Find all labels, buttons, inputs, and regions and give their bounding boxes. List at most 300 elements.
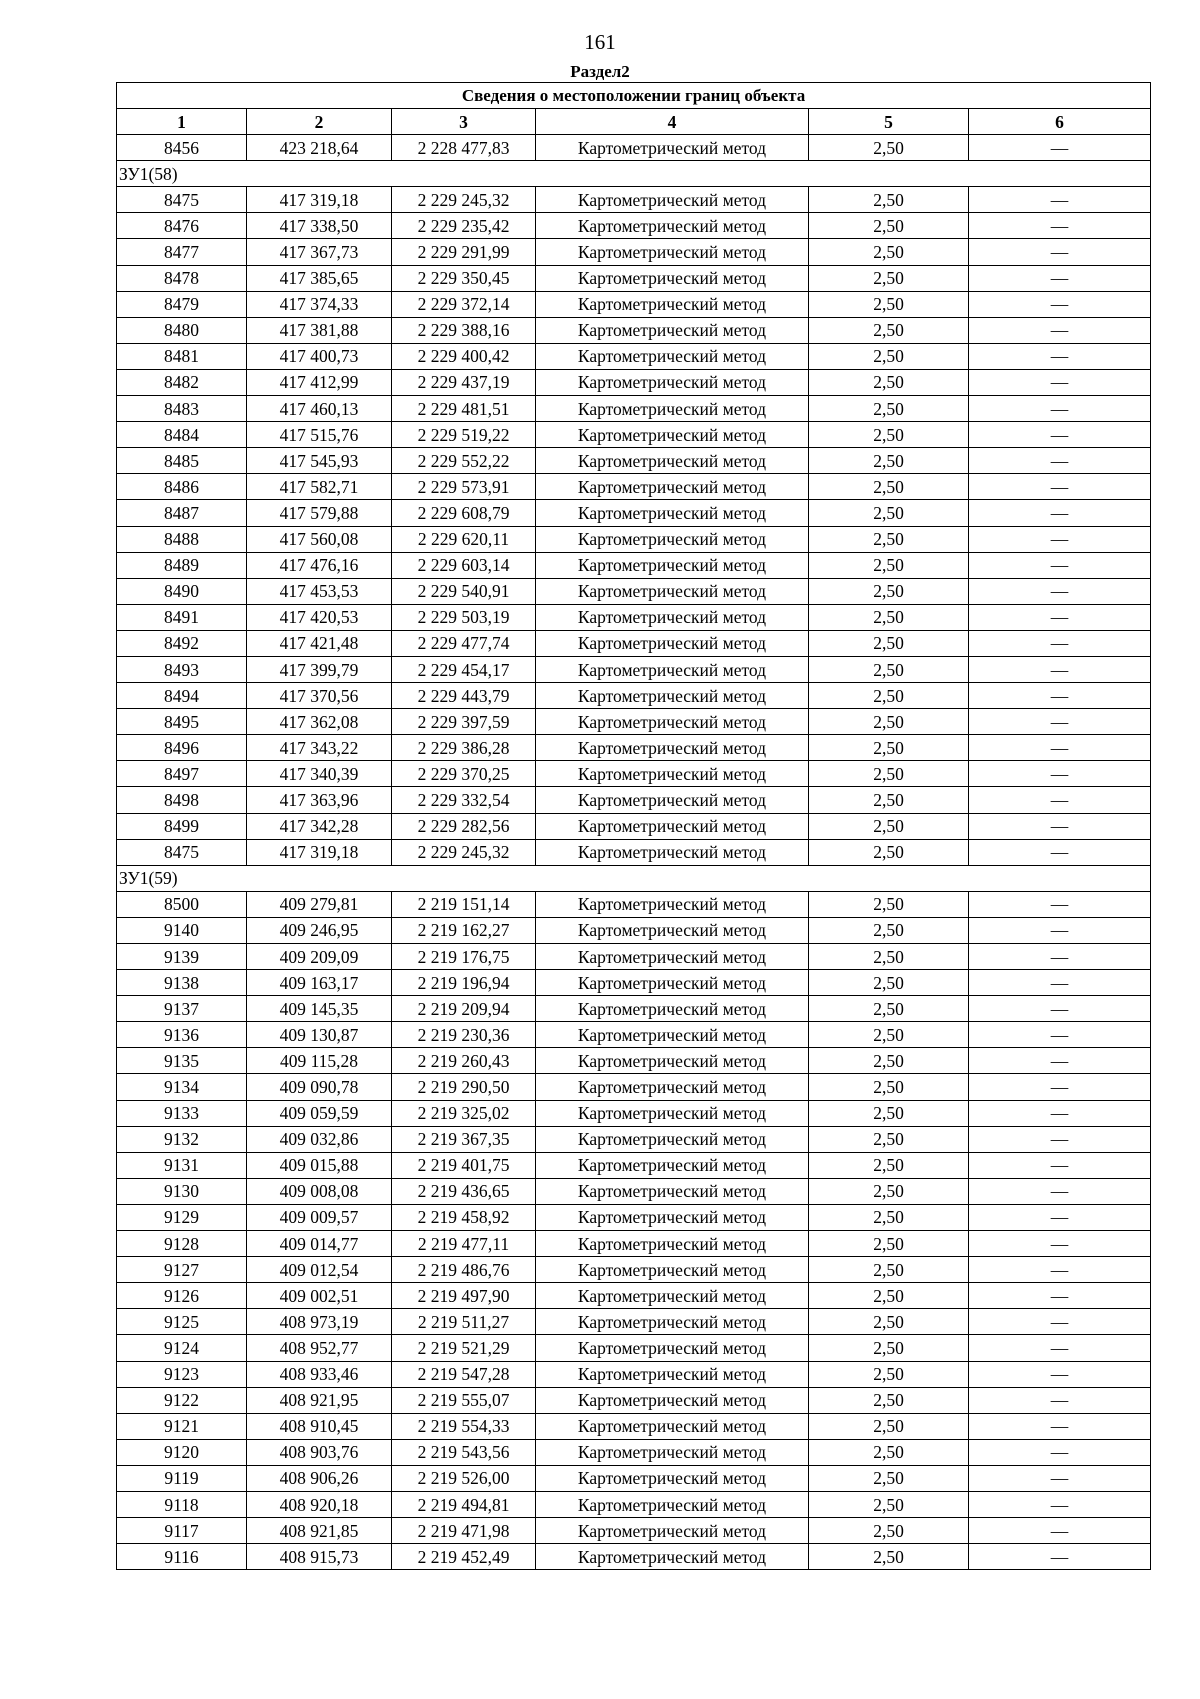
table-cell: 2,50 (809, 1518, 969, 1544)
table-cell: 2 229 443,79 (392, 683, 536, 709)
table-row (117, 474, 1151, 500)
table-cell: 8475 (117, 839, 247, 865)
table-cell: 2,50 (809, 1387, 969, 1413)
table-cell: Картометрический метод (536, 839, 809, 865)
table-cell: Картометрический метод (536, 1439, 809, 1465)
table-cell: Картометрический метод (536, 970, 809, 996)
table-cell: 2 229 245,32 (392, 187, 536, 213)
table-row (117, 761, 1151, 787)
table-cell: 408 973,19 (247, 1309, 392, 1335)
table-cell: 2,50 (809, 735, 969, 761)
table-row (117, 526, 1151, 552)
table-cell: 2,50 (809, 1439, 969, 1465)
table-cell: — (969, 891, 1151, 917)
table-cell: 2 219 521,29 (392, 1335, 536, 1361)
table-cell: 8500 (117, 891, 247, 917)
table-cell: Картометрический метод (536, 1387, 809, 1413)
column-header: 1 (117, 109, 247, 135)
table-row (117, 1387, 1151, 1413)
table-cell: 2 229 291,99 (392, 239, 536, 265)
table-cell: 409 012,54 (247, 1257, 392, 1283)
table-row (117, 187, 1151, 213)
table-cell: — (969, 970, 1151, 996)
table-cell: Картометрический метод (536, 1178, 809, 1204)
table-cell: Картометрический метод (536, 1048, 809, 1074)
table-cell: 2,50 (809, 265, 969, 291)
table-cell: — (969, 526, 1151, 552)
table-cell: 2,50 (809, 709, 969, 735)
table-cell: 417 343,22 (247, 735, 392, 761)
table-cell: 409 008,08 (247, 1178, 392, 1204)
table-cell: 2,50 (809, 970, 969, 996)
table-cell: 417 515,76 (247, 422, 392, 448)
table-row (117, 1283, 1151, 1309)
table-cell: 9133 (117, 1100, 247, 1126)
table-cell: 9122 (117, 1387, 247, 1413)
table-cell: — (969, 917, 1151, 943)
table-row (117, 735, 1151, 761)
table-cell: 2,50 (809, 422, 969, 448)
table-cell: 2,50 (809, 1178, 969, 1204)
table-cell: 417 374,33 (247, 291, 392, 317)
table-cell: 9117 (117, 1518, 247, 1544)
table-cell: Картометрический метод (536, 1257, 809, 1283)
table-cell: 8484 (117, 422, 247, 448)
table-row (117, 1335, 1151, 1361)
table-cell: 2,50 (809, 396, 969, 422)
table-cell: Картометрический метод (536, 343, 809, 369)
table-cell: Картометрический метод (536, 735, 809, 761)
table-cell: 9116 (117, 1544, 247, 1570)
table-cell: Картометрический метод (536, 448, 809, 474)
table-cell: Картометрический метод (536, 1335, 809, 1361)
table-row (117, 917, 1151, 943)
table-cell: 2 229 552,22 (392, 448, 536, 474)
table-header-row (117, 109, 1151, 135)
table-row (117, 291, 1151, 317)
table-cell: 2,50 (809, 369, 969, 395)
table-row (117, 1074, 1151, 1100)
table-cell: 409 009,57 (247, 1204, 392, 1230)
table-cell: Картометрический метод (536, 944, 809, 970)
table-cell: 2 219 325,02 (392, 1100, 536, 1126)
table-cell: Картометрический метод (536, 239, 809, 265)
column-header: 3 (392, 109, 536, 135)
table-row (117, 448, 1151, 474)
table-cell: 2,50 (809, 213, 969, 239)
table-cell: 408 915,73 (247, 1544, 392, 1570)
table-cell: 9138 (117, 970, 247, 996)
table-cell: 9119 (117, 1465, 247, 1491)
table-cell: — (969, 1126, 1151, 1152)
table-cell: Картометрический метод (536, 787, 809, 813)
table-cell: 2 219 162,27 (392, 917, 536, 943)
table-cell: 9136 (117, 1022, 247, 1048)
table-cell: 2,50 (809, 1335, 969, 1361)
table-cell: 2,50 (809, 761, 969, 787)
table-cell: Картометрический метод (536, 578, 809, 604)
table-row (117, 996, 1151, 1022)
table-cell: 2 219 554,33 (392, 1413, 536, 1439)
table-cell: — (969, 213, 1151, 239)
table-cell: 2 219 401,75 (392, 1152, 536, 1178)
table-cell: 423 218,64 (247, 135, 392, 161)
table-cell: Картометрический метод (536, 187, 809, 213)
group-label: ЗУ1(58) (117, 161, 1151, 187)
table-cell: Картометрический метод (536, 683, 809, 709)
table-cell: 2 219 196,94 (392, 970, 536, 996)
table-cell: — (969, 1387, 1151, 1413)
table-cell: 9131 (117, 1152, 247, 1178)
table-row (117, 213, 1151, 239)
table-cell: 2,50 (809, 1257, 969, 1283)
table-cell: 9118 (117, 1491, 247, 1517)
table-row (117, 1544, 1151, 1570)
table-cell: Картометрический метод (536, 1126, 809, 1152)
table-cell: — (969, 448, 1151, 474)
table-row (117, 1126, 1151, 1152)
table-cell: 417 342,28 (247, 813, 392, 839)
table-cell: Картометрический метод (536, 891, 809, 917)
column-header: 2 (247, 109, 392, 135)
table-cell: 2,50 (809, 1413, 969, 1439)
table-row (117, 839, 1151, 865)
table-cell: 9134 (117, 1074, 247, 1100)
table-cell: 8476 (117, 213, 247, 239)
table-cell: 2,50 (809, 604, 969, 630)
table-cell: 408 903,76 (247, 1439, 392, 1465)
table-row (117, 970, 1151, 996)
table-cell: Картометрический метод (536, 1544, 809, 1570)
table-cell: 2 229 350,45 (392, 265, 536, 291)
table-cell: 8488 (117, 526, 247, 552)
table-cell: Картометрический метод (536, 656, 809, 682)
table-cell: 9129 (117, 1204, 247, 1230)
table-cell: 409 032,86 (247, 1126, 392, 1152)
table-cell: 2,50 (809, 683, 969, 709)
table-cell: 417 319,18 (247, 187, 392, 213)
table-cell: 2,50 (809, 944, 969, 970)
table-cell: 2 229 332,54 (392, 787, 536, 813)
table-cell: 2,50 (809, 317, 969, 343)
table-cell: 9127 (117, 1257, 247, 1283)
table-cell: — (969, 1048, 1151, 1074)
table-cell: 2,50 (809, 813, 969, 839)
table-cell: Картометрический метод (536, 709, 809, 735)
table-cell: — (969, 187, 1151, 213)
table-cell: Картометрический метод (536, 813, 809, 839)
table-row (117, 1309, 1151, 1335)
table-cell: 8481 (117, 343, 247, 369)
table-cell: 2,50 (809, 474, 969, 500)
table-cell: Картометрический метод (536, 500, 809, 526)
table-cell: 8492 (117, 630, 247, 656)
table-cell: Картометрический метод (536, 369, 809, 395)
table-row (117, 944, 1151, 970)
table-cell: 8498 (117, 787, 247, 813)
table-cell: 2,50 (809, 1231, 969, 1257)
table-cell: 9135 (117, 1048, 247, 1074)
table-cell: 8489 (117, 552, 247, 578)
table-cell: 2,50 (809, 1465, 969, 1491)
table-row (117, 1413, 1151, 1439)
table-cell: 417 370,56 (247, 683, 392, 709)
table-cell: 2,50 (809, 343, 969, 369)
table-cell: 2,50 (809, 500, 969, 526)
table-cell: 408 921,85 (247, 1518, 392, 1544)
table-cell: Картометрический метод (536, 1231, 809, 1257)
column-header: 5 (809, 109, 969, 135)
group-label-row (117, 865, 1151, 891)
table-cell: — (969, 135, 1151, 161)
table-row (117, 135, 1151, 161)
table-cell: — (969, 839, 1151, 865)
group-label: ЗУ1(59) (117, 865, 1151, 891)
table-cell: Картометрический метод (536, 761, 809, 787)
table-cell: 2 219 458,92 (392, 1204, 536, 1230)
table-cell: 2 219 367,35 (392, 1126, 536, 1152)
table-cell: 2,50 (809, 239, 969, 265)
table-row (117, 396, 1151, 422)
table-cell: — (969, 1022, 1151, 1048)
table-cell: 8483 (117, 396, 247, 422)
table-cell: Картометрический метод (536, 604, 809, 630)
table-row (117, 578, 1151, 604)
table-cell: 9121 (117, 1413, 247, 1439)
table-cell: 8493 (117, 656, 247, 682)
table-cell: — (969, 343, 1151, 369)
table-cell: 2 229 603,14 (392, 552, 536, 578)
table-cell: 417 460,13 (247, 396, 392, 422)
table-cell: 2 229 540,91 (392, 578, 536, 604)
table-cell: 2 229 573,91 (392, 474, 536, 500)
table-cell: 409 115,28 (247, 1048, 392, 1074)
table-cell: — (969, 1544, 1151, 1570)
table-cell: — (969, 604, 1151, 630)
table-cell: — (969, 291, 1151, 317)
table-cell: Картометрический метод (536, 1204, 809, 1230)
table-cell: 408 952,77 (247, 1335, 392, 1361)
table-cell: 2,50 (809, 578, 969, 604)
table-cell: 2 219 497,90 (392, 1283, 536, 1309)
table-cell: 417 579,88 (247, 500, 392, 526)
table-cell: 2 229 620,11 (392, 526, 536, 552)
table-row (117, 656, 1151, 682)
table-cell: 2 229 477,74 (392, 630, 536, 656)
table-cell: 8479 (117, 291, 247, 317)
table-cell: 2 219 176,75 (392, 944, 536, 970)
table-cell: 417 385,65 (247, 265, 392, 291)
table-cell: Картометрический метод (536, 1518, 809, 1544)
table-cell: 2,50 (809, 787, 969, 813)
table-cell: 2 219 209,94 (392, 996, 536, 1022)
table-cell: 2 229 481,51 (392, 396, 536, 422)
table-cell: — (969, 944, 1151, 970)
table-cell: 8486 (117, 474, 247, 500)
table-cell: 409 090,78 (247, 1074, 392, 1100)
table-cell: 2 219 494,81 (392, 1491, 536, 1517)
table-row (117, 422, 1151, 448)
table-cell: 8477 (117, 239, 247, 265)
table-cell: 2,50 (809, 1309, 969, 1335)
table-cell: 417 319,18 (247, 839, 392, 865)
table-cell: 2 229 503,19 (392, 604, 536, 630)
group-label-row (117, 161, 1151, 187)
table-row (117, 369, 1151, 395)
table-cell: 2,50 (809, 1074, 969, 1100)
table-cell: Картометрический метод (536, 1022, 809, 1048)
table-row (117, 1439, 1151, 1465)
table-cell: 8482 (117, 369, 247, 395)
table-cell: 409 014,77 (247, 1231, 392, 1257)
table-cell: 408 921,95 (247, 1387, 392, 1413)
table-cell: 2 229 386,28 (392, 735, 536, 761)
table-cell: Картометрический метод (536, 526, 809, 552)
table-cell: — (969, 1309, 1151, 1335)
table-cell: 2,50 (809, 552, 969, 578)
table-cell: — (969, 1231, 1151, 1257)
table-cell: 9130 (117, 1178, 247, 1204)
table-cell: 408 920,18 (247, 1491, 392, 1517)
table-cell: 2 229 437,19 (392, 369, 536, 395)
table-row (117, 891, 1151, 917)
table-cell: 2,50 (809, 187, 969, 213)
table-row (117, 813, 1151, 839)
table-cell: Картометрический метод (536, 1465, 809, 1491)
table-cell: 417 400,73 (247, 343, 392, 369)
table-cell: 2 229 370,25 (392, 761, 536, 787)
table-cell: 8491 (117, 604, 247, 630)
table-cell: 417 363,96 (247, 787, 392, 813)
table-row (117, 1178, 1151, 1204)
table-row (117, 239, 1151, 265)
table-cell: 2 219 511,27 (392, 1309, 536, 1335)
table-cell: Картометрический метод (536, 996, 809, 1022)
table-cell: 2 219 290,50 (392, 1074, 536, 1100)
table-cell: 2,50 (809, 1491, 969, 1517)
table-cell: 417 381,88 (247, 317, 392, 343)
table-cell: 8480 (117, 317, 247, 343)
table-cell: 2 229 397,59 (392, 709, 536, 735)
table-cell: 9126 (117, 1283, 247, 1309)
table-cell: — (969, 552, 1151, 578)
table-cell: 2,50 (809, 1283, 969, 1309)
table-cell: Картометрический метод (536, 1491, 809, 1517)
table-cell: 2 229 372,14 (392, 291, 536, 317)
table-cell: 8497 (117, 761, 247, 787)
table-cell: 2,50 (809, 291, 969, 317)
table-cell: Картометрический метод (536, 1152, 809, 1178)
table-cell: 409 209,09 (247, 944, 392, 970)
table-cell: 417 421,48 (247, 630, 392, 656)
table-cell: — (969, 735, 1151, 761)
table-cell: 417 362,08 (247, 709, 392, 735)
table-cell: — (969, 1283, 1151, 1309)
table-cell: Картометрический метод (536, 630, 809, 656)
table-cell: 2 229 282,56 (392, 813, 536, 839)
table-cell: — (969, 1439, 1151, 1465)
table-cell: Картометрический метод (536, 552, 809, 578)
table-row (117, 709, 1151, 735)
table-cell: — (969, 1335, 1151, 1361)
section-title: Раздел2 (570, 62, 630, 81)
table-cell: 2 219 436,65 (392, 1178, 536, 1204)
table-cell: 2,50 (809, 1022, 969, 1048)
table-cell: 2 219 547,28 (392, 1361, 536, 1387)
table-cell: — (969, 813, 1151, 839)
table-cell: — (969, 1178, 1151, 1204)
table-row (117, 787, 1151, 813)
table-cell: Картометрический метод (536, 1074, 809, 1100)
table-cell: 2 229 235,42 (392, 213, 536, 239)
page-number: 161 (584, 30, 616, 54)
table-cell: 2,50 (809, 1100, 969, 1126)
table-cell: — (969, 1257, 1151, 1283)
table-row (117, 1152, 1151, 1178)
table-cell: 2 219 151,14 (392, 891, 536, 917)
table-cell: — (969, 317, 1151, 343)
table-cell: Картометрический метод (536, 917, 809, 943)
table-cell: Картометрический метод (536, 265, 809, 291)
table-cell: 2,50 (809, 1204, 969, 1230)
table-cell: 8494 (117, 683, 247, 709)
table-cell: 2,50 (809, 448, 969, 474)
table-cell: 2,50 (809, 656, 969, 682)
table-cell: 9140 (117, 917, 247, 943)
table-row (117, 630, 1151, 656)
table-cell: 409 002,51 (247, 1283, 392, 1309)
table-row (117, 1204, 1151, 1230)
table-cell: 2 229 519,22 (392, 422, 536, 448)
table-cell: — (969, 1361, 1151, 1387)
table-cell: 2,50 (809, 1544, 969, 1570)
table-cell: 9124 (117, 1335, 247, 1361)
table-cell: 8485 (117, 448, 247, 474)
table-cell: 2 219 526,00 (392, 1465, 536, 1491)
table-row (117, 1465, 1151, 1491)
table-cell: 8475 (117, 187, 247, 213)
table-row (117, 1231, 1151, 1257)
table-row (117, 343, 1151, 369)
table-cell: — (969, 683, 1151, 709)
table-row (117, 1518, 1151, 1544)
table-cell: 8456 (117, 135, 247, 161)
table-cell: 409 163,17 (247, 970, 392, 996)
table-cell: 2 229 454,17 (392, 656, 536, 682)
table-cell: 9137 (117, 996, 247, 1022)
table-cell: — (969, 630, 1151, 656)
table-cell: Картометрический метод (536, 291, 809, 317)
column-header: 4 (536, 109, 809, 135)
table-cell: 417 399,79 (247, 656, 392, 682)
table-cell: 2,50 (809, 1361, 969, 1387)
table-row (117, 317, 1151, 343)
table-cell: 2 219 486,76 (392, 1257, 536, 1283)
table-cell: — (969, 1074, 1151, 1100)
table-cell: 409 059,59 (247, 1100, 392, 1126)
table-cell: 2,50 (809, 839, 969, 865)
table-cell: 2,50 (809, 917, 969, 943)
table-cell: 2 229 388,16 (392, 317, 536, 343)
table-cell: Картометрический метод (536, 1309, 809, 1335)
table-cell: 2,50 (809, 630, 969, 656)
table-row (117, 552, 1151, 578)
table-cell: — (969, 1518, 1151, 1544)
table-caption: Сведения о местоположении границ объекта (117, 83, 1151, 109)
coordinates-table-container (116, 82, 1150, 1570)
table-cell: 417 420,53 (247, 604, 392, 630)
table-cell: 417 582,71 (247, 474, 392, 500)
